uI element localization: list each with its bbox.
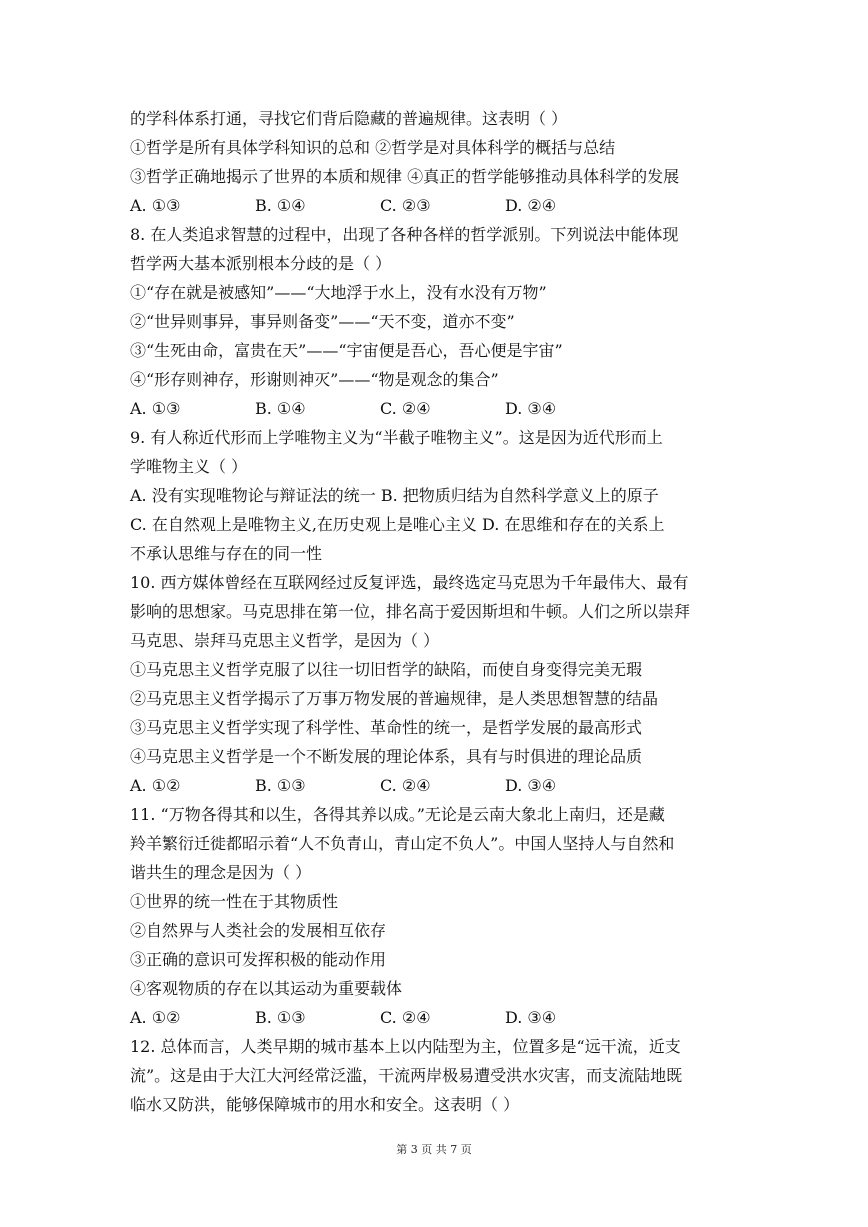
q11-line-5: ②自然界与人类社会的发展相互依存 [130,921,387,940]
q9-line-1: 9. 有人称近代形而上学唯物主义为“半截子唯物主义”。这是因为近代形而上 [130,428,663,447]
q10-line-5: ②马克思主义哲学揭示了万事万物发展的普遍规律，是人类思想智慧的结晶 [130,689,659,708]
q11-line-1: 11. “万物各得其和以生，各得其养以成。”无论是云南大象北上南归，还是藏 [130,805,665,824]
q11-option-a: A. ①② [130,1008,181,1027]
q8-line-3: ①“存在就是被感知”——“大地浮于水上，没有水没有万物” [130,283,547,302]
q11-line-3: 谐共生的理念是因为（ ） [130,863,312,882]
q8-option-d: D. ③④ [505,399,557,418]
q8-line-1: 8. 在人类追求智慧的过程中，出现了各种各样的哲学派别。下列说法中能体现 [130,225,679,244]
q11-line-6: ③正确的意识可发挥积极的能动作用 [130,950,387,969]
q7-option-a: A. ①③ [130,196,181,215]
q8-line-4: ②“世异则事异，事异则备变”——“天不变，道亦不变” [130,312,515,331]
q11-line-2: 羚羊繁衍迁徙都昭示着“人不负青山，青山定不负人”。中国人坚持人与自然和 [130,834,675,853]
q8-option-c: C. ②④ [380,399,431,418]
q7-line-2: ①哲学是所有具体学科知识的总和 ②哲学是对具体科学的概括与总结 [130,138,616,157]
q7-option-c: C. ②③ [380,196,431,215]
q12-line-2: 流”。这是由于大江大河经常泛滥，干流两岸极易遭受洪水灾害，而支流陆地既 [130,1066,683,1085]
q9-line-3: A. 没有实现唯物论与辩证法的统一 B. 把物质归结为自然科学意义上的原子 [130,486,659,505]
q8-line-2: 哲学两大基本派别根本分歧的是（ ） [130,254,392,273]
q8-option-b: B. ①④ [255,399,306,418]
q10-option-d: D. ③④ [505,776,557,795]
q10-line-6: ③马克思主义哲学实现了科学性、革命性的统一，是哲学发展的最高形式 [130,718,643,737]
q7-line-1: 的学科体系打通，寻找它们背后隐藏的普遍规律。这表明（ ） [130,109,568,128]
q11-options [130,1008,556,1028]
q12-line-3: 临水又防洪，能够保障城市的用水和安全。这表明（ ） [130,1095,520,1114]
q10-options [130,776,556,796]
q11-option-d: D. ③④ [505,1008,557,1027]
q9-line-5: 不承认思维与存在的同一性 [130,544,323,563]
q7-option-b: B. ①④ [255,196,306,215]
q11-option-c: C. ②④ [380,1008,431,1027]
q11-option-b: B. ①③ [255,1008,306,1027]
q11-line-7: ④客观物质的存在以其运动为重要载体 [130,979,403,998]
q12-line-1: 12. 总体而言，人类早期的城市基本上以内陆型为主，位置多是“远干流，近支 [130,1037,681,1056]
page-footer: 第 3 页 共 7 页 [396,1143,472,1156]
q7-option-d: D. ②④ [505,196,557,215]
q10-line-3: 马克思、崇拜马克思主义哲学，是因为（ ） [130,631,440,650]
q8-line-5: ③“生死由命，富贵在天”——“宇宙便是吾心，吾心便是宇宙” [130,341,563,360]
q10-option-a: A. ①② [130,776,181,795]
q7-options [130,196,556,216]
q10-line-7: ④马克思主义哲学是一个不断发展的理论体系，具有与时俱进的理论品质 [130,747,643,766]
q10-line-1: 10. 西方媒体曾经在互联网经过反复评选，最终选定马克思为千年最伟大、最有 [130,573,689,592]
q8-option-a: A. ①③ [130,399,181,418]
q8-line-6: ④“形存则神存，形谢则神灭”——“物是观念的集合” [130,370,499,389]
q9-line-2: 学唯物主义（ ） [130,457,248,476]
q10-line-4: ①马克思主义哲学克服了以往一切旧哲学的缺陷，而使自身变得完美无瑕 [130,660,643,679]
q10-line-2: 影响的思想家。马克思排在第一位，排名高于爱因斯坦和牛顿。人们之所以崇拜 [130,602,691,621]
q10-option-b: B. ①③ [255,776,306,795]
q8-options [130,399,556,419]
q7-line-3: ③哲学正确地揭示了世界的本质和规律 ④真正的哲学能够推动具体科学的发展 [130,167,680,186]
q10-option-c: C. ②④ [380,776,431,795]
q9-line-4: C. 在自然观上是唯物主义,在历史观上是唯心主义 D. 在思维和存在的关系上 [130,515,665,534]
q11-line-4: ①世界的统一性在于其物质性 [130,892,339,911]
